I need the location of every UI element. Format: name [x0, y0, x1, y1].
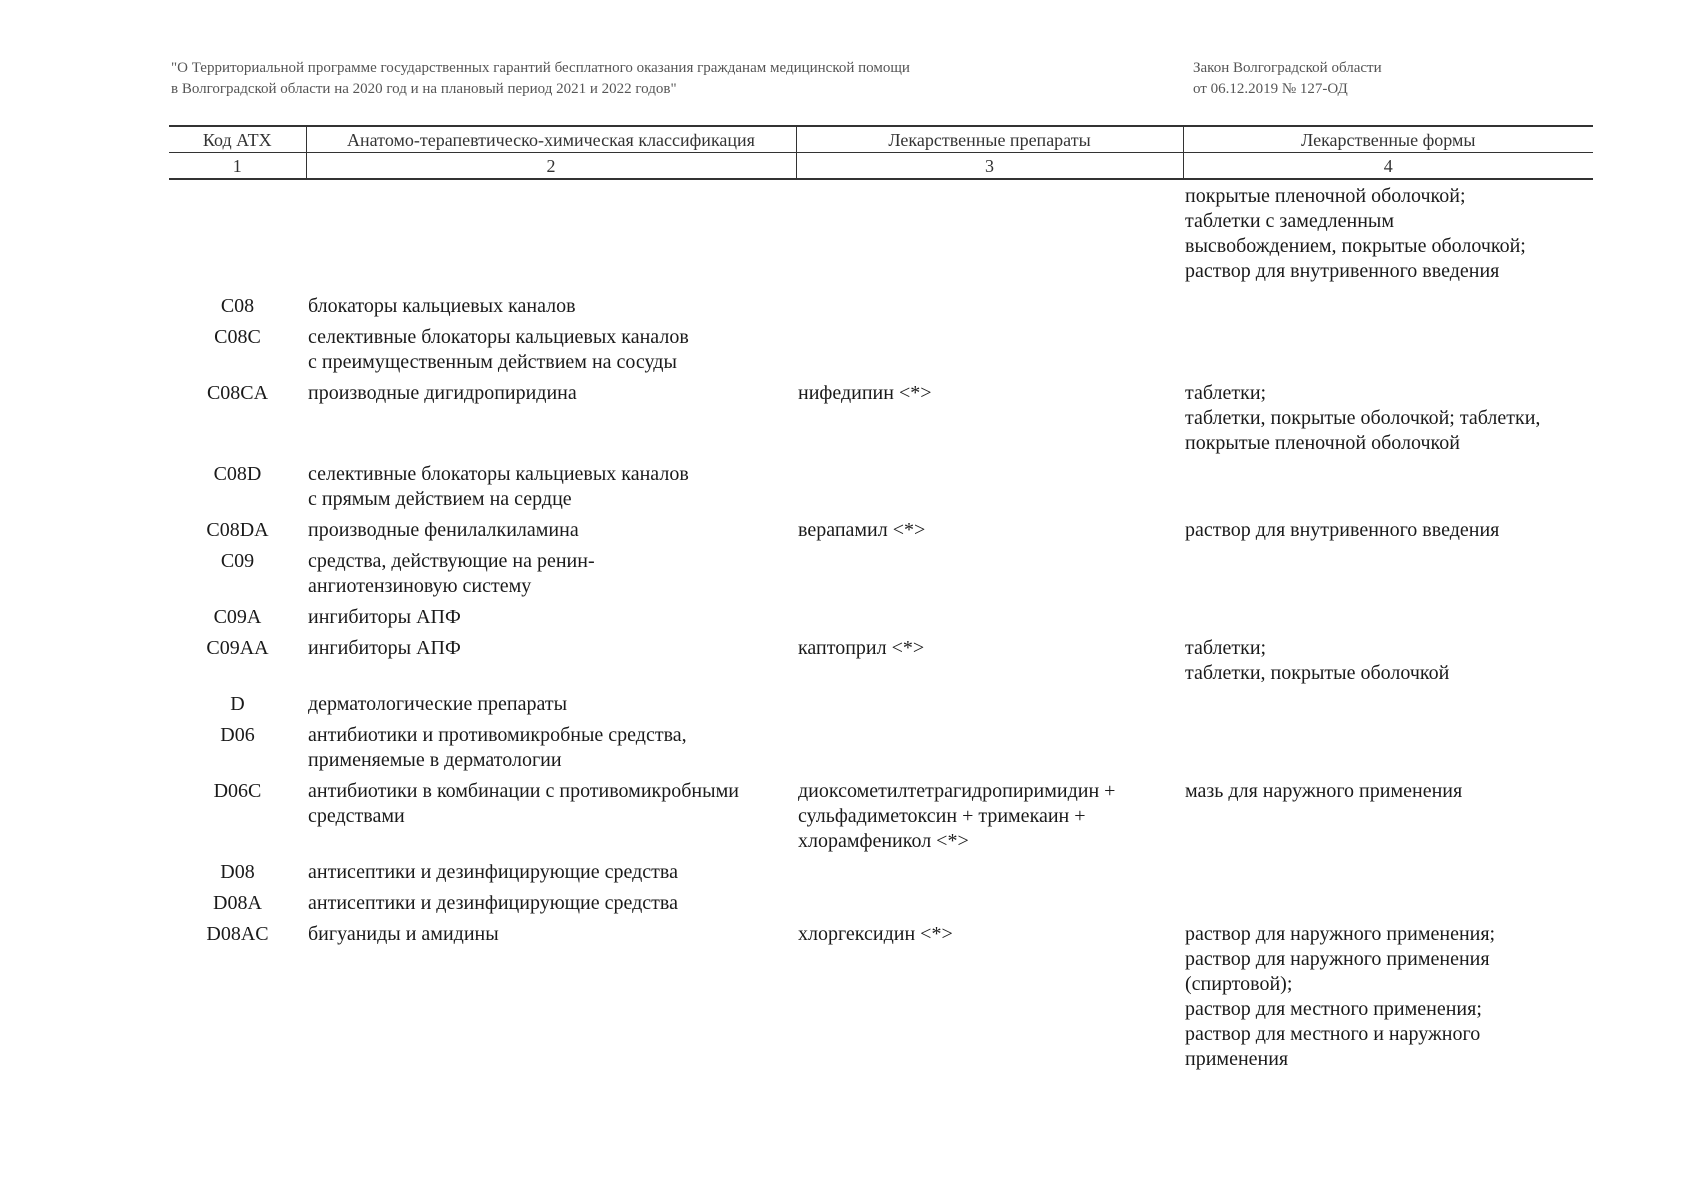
header-law-reference [1193, 58, 1593, 100]
drug-cell [796, 179, 1183, 294]
dosage-form-cell [1183, 692, 1593, 723]
dosage-form-cell [1183, 860, 1593, 891]
dosage-form-cell: мазь для наружного применения [1185, 780, 1463, 802]
table-row [169, 779, 1593, 860]
dosage-form-cell [1183, 891, 1593, 922]
classification-cell: блокаторы кальциевых каналов [308, 295, 576, 317]
classification-cell: производные дигидропиридина [308, 382, 577, 404]
header-law-date-number: от 06.12.2019 № 127-ОД [1193, 81, 1348, 97]
atx-code-cell: C08C [214, 326, 261, 348]
column-number-1: 1 [169, 153, 306, 180]
table-row [169, 860, 1593, 891]
classification-cell: ингибиторы АПФ [308, 606, 461, 628]
drug-cell [796, 723, 1183, 779]
column-number-3: 3 [796, 153, 1183, 180]
drug-cell [796, 294, 1183, 325]
column-header-drugs: Лекарственные препараты [796, 126, 1183, 153]
classification-cell: антибиотики в комбинации с противомикробными средствами [308, 780, 739, 827]
drug-cell: диоксометилтетрагидропиримидин + сульфадиметоксин + тримекаин + хлорамфеникол <*> [798, 780, 1116, 852]
classification-cell: дерматологические препараты [308, 693, 568, 715]
classification-cell [306, 179, 796, 294]
dosage-form-cell: раствор для наружного применения; раствор для наружного применения (спиртовой); раствор для местного применения; раствор для местного и наружного применения [1185, 923, 1496, 1070]
dosage-form-cell [1183, 549, 1593, 605]
atx-code-cell: D06 [220, 724, 255, 746]
drug-cell [796, 860, 1183, 891]
dosage-form-cell: таблетки; таблетки, покрытые оболочкой; таблетки, покрытые пленочной оболочкой [1185, 382, 1541, 454]
dosage-form-cell: раствор для внутривенного введения [1185, 519, 1500, 541]
classification-cell: бигуаниды и амидины [308, 923, 499, 945]
column-names-row [169, 126, 1593, 153]
drug-cell [796, 462, 1183, 518]
drug-cell: хлоргексидин <*> [798, 923, 953, 945]
table-row [169, 518, 1593, 549]
table-row [169, 462, 1593, 518]
table-header [169, 126, 1593, 179]
header-law-name: Закон Волгоградской области [1193, 60, 1382, 76]
atx-code-cell [169, 179, 306, 294]
atx-code-cell: C09 [220, 550, 255, 572]
table-row [169, 636, 1593, 692]
drug-cell [796, 891, 1183, 922]
drug-cell: каптоприл <*> [798, 637, 925, 659]
table-row [169, 325, 1593, 381]
atx-code-cell: C09AA [206, 637, 269, 659]
column-number-4: 4 [1183, 153, 1593, 180]
classification-cell: ингибиторы АПФ [308, 637, 461, 659]
classification-cell: антисептики и дезинфицирующие средства [308, 861, 678, 883]
drug-cell: нифедипин <*> [798, 382, 932, 404]
header-title-line-2: в Волгоградской области на 2020 год и на плановый период 2021 и 2022 годов" [171, 81, 677, 97]
column-numbers-row [169, 153, 1593, 180]
atx-code-cell: D08AC [206, 923, 269, 945]
atx-code-cell: D08 [220, 861, 255, 883]
table-row [169, 891, 1593, 922]
dosage-form-cell [1183, 462, 1593, 518]
drug-cell: верапамил <*> [798, 519, 926, 541]
dosage-form-cell [1183, 605, 1593, 636]
table-body [169, 179, 1593, 1078]
column-header-classification: Анатомо-терапевтическо-химическая классификация [306, 126, 796, 153]
column-number-2: 2 [306, 153, 796, 180]
column-header-atx-code: Код АТХ [169, 126, 306, 153]
header-title-line-1: "О Территориальной программе государственных гарантий бесплатного оказания гражданам медицинской помощи [171, 60, 910, 76]
dosage-form-cell [1183, 723, 1593, 779]
dosage-form-cell: таблетки; таблетки, покрытые оболочкой [1185, 637, 1450, 684]
dosage-form-cell: покрытые пленочной оболочкой; таблетки с замедленным высвобождением, покрытые оболочкой; раствор для внутривенного введения [1185, 185, 1526, 282]
header-document-title [171, 58, 1121, 100]
table-row [169, 381, 1593, 462]
atx-drug-table [169, 125, 1593, 1078]
dosage-form-cell [1183, 294, 1593, 325]
atx-code-cell: C08D [213, 463, 262, 485]
column-header-dosage-forms: Лекарственные формы [1183, 126, 1593, 153]
atx-code-cell: C08CA [206, 382, 269, 404]
classification-cell: селективные блокаторы кальциевых каналов с преимущественным действием на сосуды [308, 326, 689, 373]
table-row [169, 692, 1593, 723]
table-row [169, 605, 1593, 636]
classification-cell: производные фенилалкиламина [308, 519, 579, 541]
table-row [169, 723, 1593, 779]
table-row [169, 549, 1593, 605]
table-row [169, 179, 1593, 294]
dosage-form-cell [1183, 325, 1593, 381]
atx-code-cell: D [230, 693, 245, 715]
atx-code-cell: D08A [213, 892, 262, 914]
atx-code-cell: C08 [220, 295, 255, 317]
classification-cell: средства, действующие на ренин- ангиотензиновую систему [308, 550, 595, 597]
atx-code-cell: C09A [213, 606, 262, 628]
drug-cell [796, 325, 1183, 381]
classification-cell: антибиотики и противомикробные средства, применяемые в дерматологии [308, 724, 687, 771]
atx-code-cell: C08DA [206, 519, 269, 541]
drug-cell [796, 549, 1183, 605]
table-row [169, 294, 1593, 325]
table-row [169, 922, 1593, 1078]
classification-cell: селективные блокаторы кальциевых каналов с прямым действием на сердце [308, 463, 689, 510]
drug-cell [796, 692, 1183, 723]
classification-cell: антисептики и дезинфицирующие средства [308, 892, 678, 914]
atx-code-cell: D06C [213, 780, 262, 802]
drug-cell [796, 605, 1183, 636]
